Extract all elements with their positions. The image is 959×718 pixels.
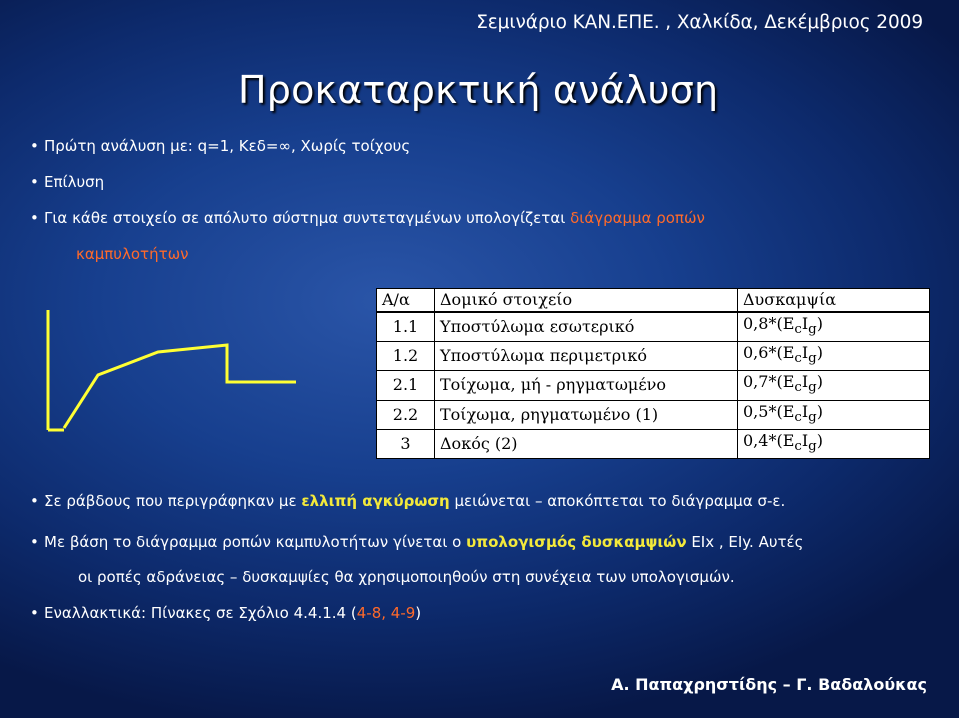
table-header-row: [377, 289, 930, 313]
cell-element: Τοίχωμα, ρηγματωμένο (1): [435, 400, 738, 429]
bullet-text: ): [415, 604, 422, 622]
highlight-stiffness-calc: υπολογισμός δυσκαμψιών: [466, 533, 687, 551]
bullet-text: Εναλλακτικά: Πίνακες σε Σχόλιο 4.4.1.4 (: [44, 604, 357, 622]
cell-element: Δοκός (2): [435, 429, 738, 458]
table-row: [377, 400, 930, 429]
bullet-anchorage: [44, 491, 785, 511]
cell-element: Υποστύλωμα εσωτερικό: [435, 312, 738, 342]
cell-no: 2.2: [377, 400, 435, 429]
bullet-stiffness-calc: [44, 532, 803, 552]
chart-axes: [48, 310, 64, 430]
cell-no: 2.1: [377, 371, 435, 400]
bullet-moment-curvature: [44, 208, 705, 228]
header-cell-stiffness: Δυσκαμψία: [738, 289, 930, 313]
bullet-first-analysis: [44, 136, 410, 156]
cell-element: Τοίχωμα, μή - ρηγματωμένο: [435, 371, 738, 400]
bullet-text: Με βάση το διάγραμμα ροπών καμπυλοτήτων γίνεται ο: [44, 533, 467, 551]
cell-no: 1.2: [377, 342, 435, 371]
bullet-text: EIx , EIy. Αυτές: [686, 533, 804, 551]
header-cell-no: Α/α: [377, 289, 435, 313]
cell-stiffness: $0,8*(E_cI_g)$: [738, 312, 930, 342]
slide-title: Προκαταρκτική ανάλυση: [238, 68, 719, 112]
cell-no: 1.1: [377, 312, 435, 342]
bullet-text: Επίλυση: [44, 173, 105, 191]
bullet-alternative: [44, 603, 421, 623]
bullet-text: Για κάθε στοιχείο σε απόλυτο σύστημα συντεταγμένων υπολογίζεται: [44, 209, 571, 227]
cell-stiffness: $0,4*(E_cI_g)$: [738, 429, 930, 458]
bullet-text: μειώνεται – αποκόπτεται το διάγραμμα σ-ε.: [449, 492, 786, 510]
cell-stiffness: $0,5*(E_cI_g)$: [738, 400, 930, 429]
table-row: [377, 429, 930, 458]
header-cell-element: Δομικό στοιχείο: [435, 289, 738, 313]
table-row: [377, 312, 930, 342]
chart-curve: [64, 345, 296, 428]
bullet-continuation: καμπυλοτήτων: [76, 245, 189, 263]
table-row: [377, 371, 930, 400]
bullet-text: Πρώτη ανάλυση με: q=1, Κεδ=∞, Χωρίς τοίχους: [44, 137, 411, 155]
bullet-solution: [44, 172, 104, 192]
highlight-moment-diagram: διάγραμμα ροπών: [570, 209, 705, 227]
highlight-tables: 4-8, 4-9: [356, 604, 416, 622]
cell-no: 3: [377, 429, 435, 458]
table-row: [377, 342, 930, 371]
seminar-header: Σεμινάριο ΚΑΝ.ΕΠΕ. , Χαλκίδα, Δεκέμβριος 2009: [476, 12, 923, 33]
highlight-anchorage: ελλιπή αγκύρωση: [301, 492, 450, 510]
cell-stiffness: $0,6*(E_cI_g)$: [738, 342, 930, 371]
authors-footer: Α. Παπαχρηστίδης – Γ. Βαδαλούκας: [611, 675, 927, 694]
cell-stiffness: $0,7*(E_cI_g)$: [738, 371, 930, 400]
cell-element: Υποστύλωμα περιμετρικό: [435, 342, 738, 371]
moment-curvature-chart: [30, 300, 300, 440]
stiffness-table: [376, 288, 930, 459]
bullet-continuation: οι ροπές αδράνειας – δυσκαμψίες θα χρησιμοποιηθούν στη συνέχεια των υπολογισμών.: [78, 568, 735, 586]
bullet-text: Σε ράβδους που περιγράφηκαν με: [44, 492, 302, 510]
